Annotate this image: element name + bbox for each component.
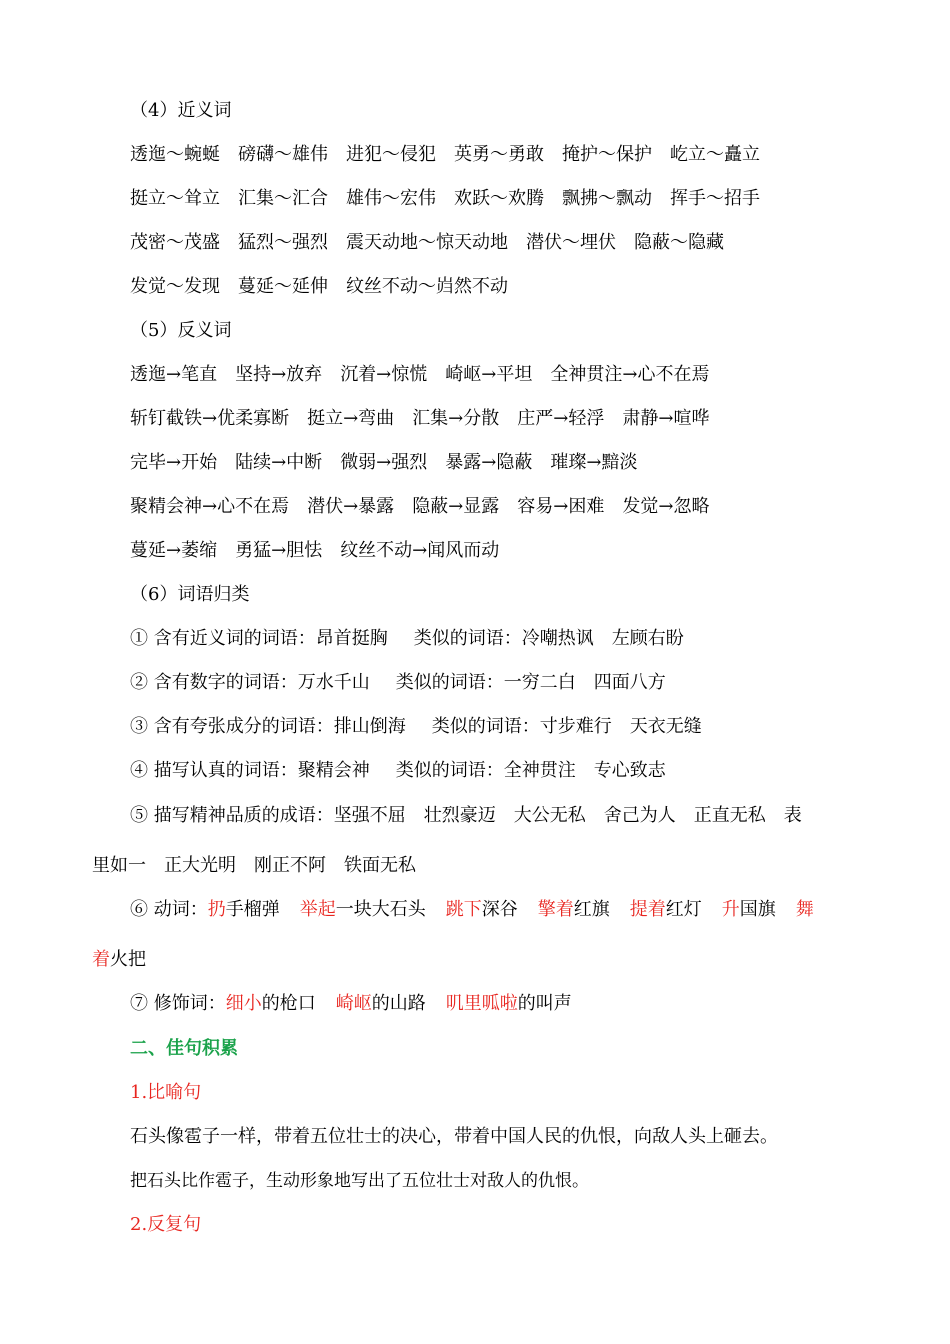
category-similar: 类似的词语：全神贯注 专心致志 xyxy=(395,760,666,781)
verb-object: 国旗 xyxy=(739,899,776,920)
synonyms-row-3 xyxy=(130,231,742,255)
antonyms-row-5 xyxy=(130,539,517,563)
classification-item-6 xyxy=(130,898,814,922)
word-pair: 暴露→隐蔽 xyxy=(445,452,533,473)
verb-highlight: 擎着 xyxy=(537,899,574,920)
synonyms-row-2 xyxy=(130,187,778,211)
word-pair: 陆续→中断 xyxy=(235,452,323,473)
word-pair: 英勇～勇敢 xyxy=(454,144,544,165)
category-similar: 类似的词语：冷嘲热讽 左顾右盼 xyxy=(413,628,684,649)
verb-highlight: 着 xyxy=(92,949,110,970)
category-label: ② 含有数字的词语：万水千山 xyxy=(130,672,370,693)
sentence-explanation: 把石头比作雹子，生动形象地写出了五位壮士对敌人的仇恨。 xyxy=(130,1171,589,1191)
word-pair: 容易→困难 xyxy=(517,496,605,517)
classification-item-5-line-2: 里如一 正大光明 刚正不阿 铁面无私 xyxy=(92,855,416,876)
word-pair: 挺立→弯曲 xyxy=(307,408,395,429)
synonyms-row-4 xyxy=(130,275,526,299)
classification-item-5-line-1: ⑤ 描写精神品质的成语：坚强不屈 壮烈豪迈 大公无私 舍己为人 正直无私 表 xyxy=(130,805,802,826)
sentence-example: 石头像雹子一样，带着五位壮士的决心，带着中国人民的仇恨，向敌人头上砸去。 xyxy=(130,1126,778,1147)
verb-object: 红灯 xyxy=(665,899,702,920)
modifier-object: 的叫声 xyxy=(517,993,572,1014)
word-pair: 全神贯注→心不在焉 xyxy=(550,364,710,385)
category-label: ⑦ 修饰词： xyxy=(130,993,226,1014)
verb-highlight: 舞 xyxy=(795,899,814,920)
antonyms-row-4 xyxy=(130,495,727,519)
word-pair: 蔓延～延伸 xyxy=(238,276,328,297)
word-pair: 透迤→笔直 xyxy=(130,364,218,385)
word-pair: 纹丝不动→闻风而动 xyxy=(340,540,500,561)
modifier-object: 的枪口 xyxy=(261,993,316,1014)
classification-item-7 xyxy=(130,992,572,1016)
word-pair: 进犯～侵犯 xyxy=(346,144,436,165)
word-pair: 汇集→分散 xyxy=(412,408,500,429)
verb-highlight: 跳下 xyxy=(445,899,482,920)
word-pair: 挥手～招手 xyxy=(670,188,760,209)
word-pair: 完毕→开始 xyxy=(130,452,218,473)
word-pair: 挺立～耸立 xyxy=(130,188,220,209)
word-pair: 透迤～蜿蜒 xyxy=(130,144,220,165)
word-pair: 欢跃～欢腾 xyxy=(454,188,544,209)
category-similar: 类似的词语：寸步难行 天衣无缝 xyxy=(431,716,702,737)
word-pair: 坚持→放弃 xyxy=(235,364,323,385)
word-pair: 崎岖→平坦 xyxy=(445,364,533,385)
word-pair: 猛烈～强烈 xyxy=(238,232,328,253)
verb-object: 红旗 xyxy=(573,899,610,920)
word-pair: 雄伟～宏伟 xyxy=(346,188,436,209)
antonyms-row-2 xyxy=(130,407,727,431)
synonyms-heading: （4）近义词 xyxy=(130,100,232,121)
verb-highlight: 扔 xyxy=(207,899,226,920)
word-pair: 潜伏～埋伏 xyxy=(526,232,616,253)
verb-highlight: 举起 xyxy=(299,899,336,920)
word-pair: 斩钉截铁→优柔寡断 xyxy=(130,408,290,429)
classification-item-3 xyxy=(130,715,702,739)
word-pair: 汇集～汇合 xyxy=(238,188,328,209)
word-pair: 隐蔽～隐藏 xyxy=(634,232,724,253)
classification-item-1 xyxy=(130,627,684,651)
word-pair: 微弱→强烈 xyxy=(340,452,428,473)
classification-item-2 xyxy=(130,671,666,695)
antonyms-row-3 xyxy=(130,451,655,475)
section-heading-sentences: 二、佳句积累 xyxy=(130,1038,238,1059)
word-pair: 磅礴～雄伟 xyxy=(238,144,328,165)
word-pair: 勇猛→胆怯 xyxy=(235,540,323,561)
modifier-highlight: 叽里呱啦 xyxy=(445,993,518,1014)
word-pair: 潜伏→暴露 xyxy=(307,496,395,517)
verb-object: 一块大石头 xyxy=(335,899,426,920)
verb-highlight: 升 xyxy=(721,899,740,920)
word-pair: 震天动地～惊天动地 xyxy=(346,232,508,253)
classification-item-4 xyxy=(130,759,666,783)
modifier-object: 的山路 xyxy=(371,993,426,1014)
antonyms-heading: （5）反义词 xyxy=(130,320,232,341)
word-pair: 蔓延→萎缩 xyxy=(130,540,218,561)
category-label: ③ 含有夸张成分的词语：排山倒海 xyxy=(130,716,406,737)
sentence-type-simile: 1.比喻句 xyxy=(130,1082,202,1103)
verb-highlight: 提着 xyxy=(629,899,666,920)
word-pair: 掩护～保护 xyxy=(562,144,652,165)
synonyms-row-1 xyxy=(130,143,778,167)
modifier-highlight: 崎岖 xyxy=(335,993,372,1014)
category-label: ⑥ 动词： xyxy=(130,899,208,920)
classification-heading: （6）词语归类 xyxy=(130,584,250,605)
word-pair: 沉着→惊慌 xyxy=(340,364,428,385)
antonyms-row-1 xyxy=(130,363,727,387)
word-pair: 飘拂～飘动 xyxy=(562,188,652,209)
verb-object: 手榴弹 xyxy=(225,899,280,920)
classification-item-6-cont xyxy=(92,948,146,972)
word-pair: 肃静→喧哗 xyxy=(622,408,710,429)
category-similar: 类似的词语：一穷二白 四面八方 xyxy=(395,672,666,693)
sentence-type-repetition: 2.反复句 xyxy=(130,1214,202,1235)
verb-object: 火把 xyxy=(110,949,146,970)
word-pair: 茂密～茂盛 xyxy=(130,232,220,253)
word-pair: 聚精会神→心不在焉 xyxy=(130,496,290,517)
category-label: ① 含有近义词的词语：昂首挺胸 xyxy=(130,628,388,649)
word-pair: 发觉～发现 xyxy=(130,276,220,297)
word-pair: 庄严→轻浮 xyxy=(517,408,605,429)
category-label: ④ 描写认真的词语：聚精会神 xyxy=(130,760,370,781)
verb-object: 深谷 xyxy=(481,899,518,920)
word-pair: 纹丝不动～岿然不动 xyxy=(346,276,508,297)
word-pair: 璀璨→黯淡 xyxy=(550,452,638,473)
word-pair: 发觉→忽略 xyxy=(622,496,710,517)
modifier-highlight: 细小 xyxy=(225,993,262,1014)
word-pair: 隐蔽→显露 xyxy=(412,496,500,517)
word-pair: 屹立～矗立 xyxy=(670,144,760,165)
